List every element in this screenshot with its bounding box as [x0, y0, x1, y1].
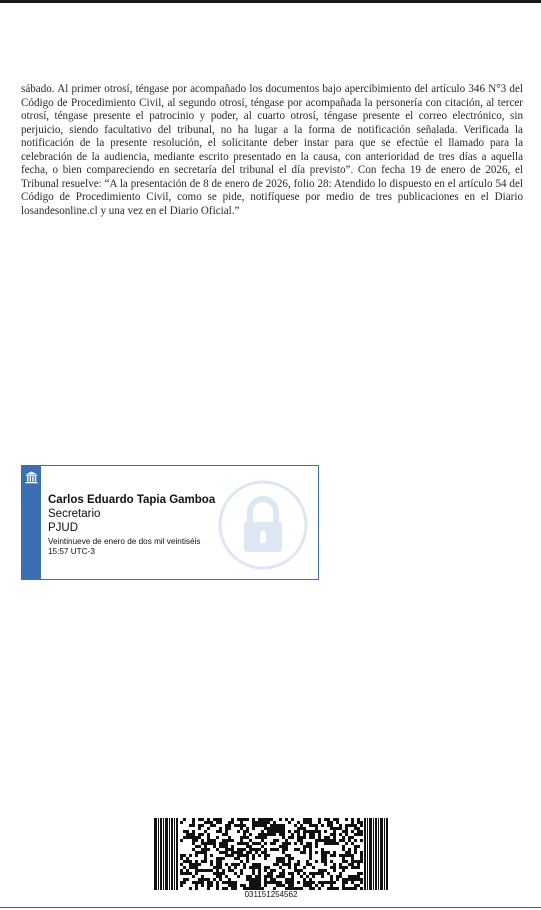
signature-date: Veintinueve de enero de dos mil veintiséis — [48, 537, 201, 546]
signature-time: 15:57 UTC-3 — [48, 546, 95, 556]
courthouse-icon — [25, 471, 38, 484]
document-body-text: sábado. Al primer otrosí, téngase por acompañado los documentos bajo apercibimiento del artículo 346 N°3 del Código de Procedimiento Civil, al segundo otrosí, téngase por acompañada la personería con citación, al tercer otrosí, téngase presente el patrocinio y poder, al cuarto otrosí, téngase presente el correo electrónico, sin perjuicio, siendo facultativo del tribunal, no ha lugar a la forma de notificación señalada. Verificada la notificación de la presente resolución, el solicitante deber instar para que se efectúe el llamado para la celebración de la audiencia, mediante escrito presentado en la causa, con anterioridad de tres días a aquella fecha, o bien compareciendo en secretaría del tribunal el día previsto”. Con fecha 19 de enero de 2026, el Tribunal resuelve: “A la presentación de 8 de enero de 2026, folio 28: Atendido lo dispuesto en el artículo 54 del Código de Procedimiento Civil, como se pide, notifíquese por medio de tres publicaciones en el Diario losandesonline.cl y una vez en el Diario Oficial.” — [21, 83, 523, 217]
bottom-rule — [0, 907, 541, 908]
barcode-image — [154, 818, 388, 890]
signer-name: Carlos Eduardo Tapia Gamboa — [48, 494, 216, 506]
signer-role: Secretario — [48, 508, 101, 520]
top-rule — [0, 0, 541, 3]
electronic-signature-box — [21, 465, 319, 580]
signature-details — [48, 492, 258, 556]
barcode-number: 031151254562 — [244, 890, 298, 899]
signer-organization: PJUD — [48, 522, 79, 534]
